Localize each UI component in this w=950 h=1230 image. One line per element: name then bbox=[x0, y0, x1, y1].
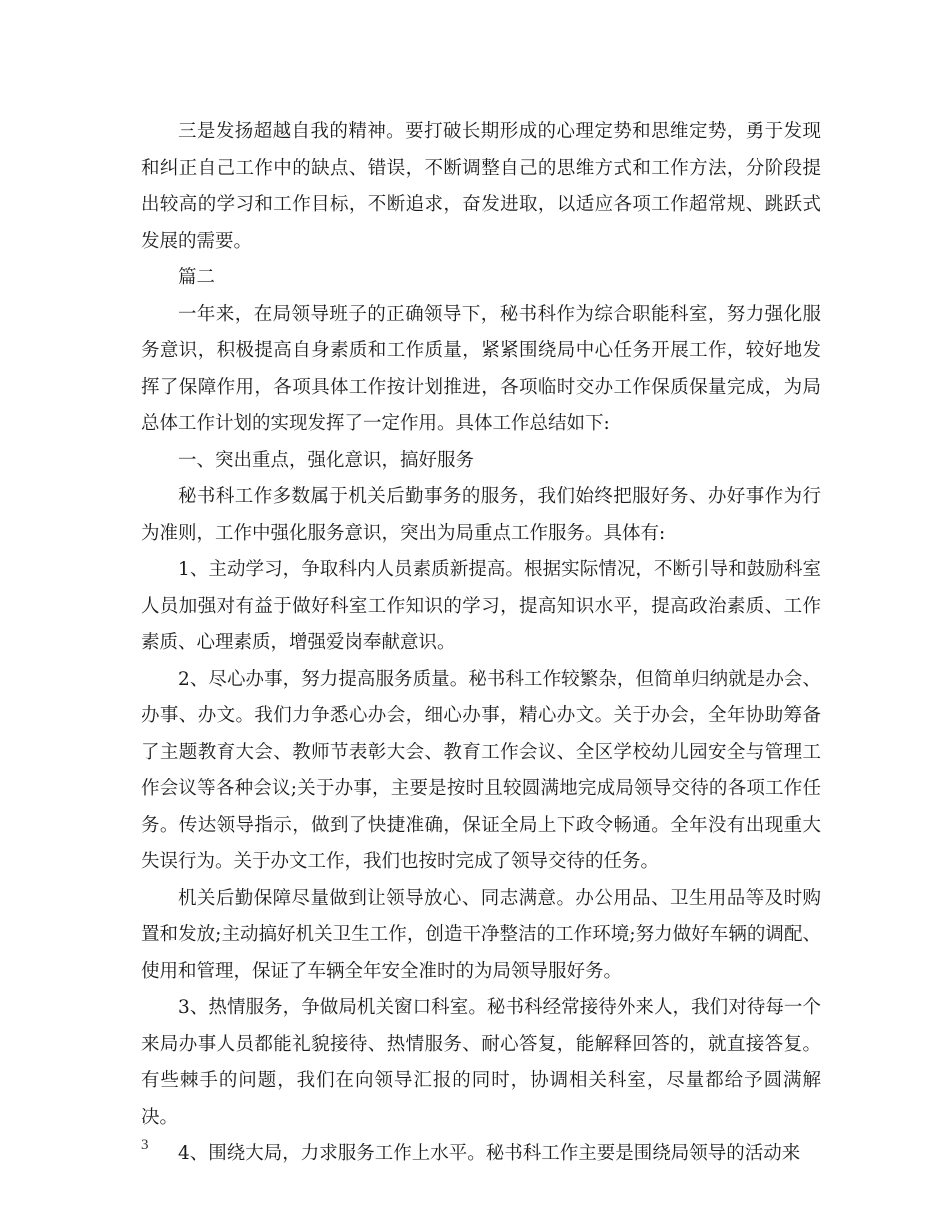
paragraph-service-principle: 秘书科工作多数属于机关后勤事务的服务，我们始终把服好务、办好事作为行为准则，工作中强化服务意识，突出为局重点工作服务。具体有: bbox=[141, 486, 821, 544]
paragraph-item-3-service: 3、热情服务，争做局机关窗口科室。秘书科经常接待外来人，我们对待每一个来局办事人员都能礼貌接待、热情服务、耐心答复，能解释回答的，就直接答复。有些棘手的问题，我们在向领导汇报的同时，协调相关科室，尽量都给予圆满解决。 bbox=[141, 997, 821, 1128]
paragraph-item-2-affairs: 2、尽心办事，努力提高服务质量。秘书科工作较繁杂，但简单归纳就是办会、办事、办文。我们力争悉心办会，细心办事，精心办文。关于办会，全年协助筹备了主题教育大会、教师节表彰大会、教育工作会议、全区学校幼儿园安全与管理工作会议等各种会议;关于办事，主要是按时且较圆满地完成局领导交待的各项工作任务。传达领导指示，做到了快捷准确，保证全局上下政令畅通。全年没有出现重大失误行为。关于办文工作，我们也按时完成了领导交待的任务。 bbox=[141, 668, 821, 872]
paragraph-item-1-learning: 1、主动学习，争取科内人员素质新提高。根据实际情况，不断引导和鼓励科室人员加强对有益于做好科室工作知识的学习，提高知识水平，提高政治素质、工作素质、心理素质，增强爱岗奉献意识。 bbox=[141, 559, 821, 653]
paragraph-logistics: 机关后勤保障尽量做到让领导放心、同志满意。办公用品、卫生用品等及时购置和发放;主动搞好机关卫生工作，创造干净整洁的工作环境;努力做好车辆的调配、使用和管理，保证了车辆全年安全准时的为局领导服好务。 bbox=[141, 887, 821, 982]
paragraph-self-transcendence: 三是发扬超越自我的精神。要打破长期形成的心理定势和思维定势，勇于发现和纠正自己工作中的缺点、错误，不断调整自己的思维方式和工作方法，分阶段提出较高的学习和工作目标，不断追求，奋发进取，以适应各项工作超常规、跳跃式发展的需要。 bbox=[141, 121, 821, 252]
document-body bbox=[141, 114, 821, 1173]
page-number: 3 bbox=[141, 1137, 149, 1153]
heading-highlight-focus: 一、突出重点，强化意识，搞好服务 bbox=[178, 449, 475, 471]
paragraph-year-overview: 一年来，在局领导班子的正确领导下，秘书科作为综合职能科室，努力强化服务意识，积极提高自身素质和工作质量，紧紧围绕局中心任务开展工作，较好地发挥了保障作用，各项具体工作按计划推进，各项临时交办工作保质保量完成，为局总体工作计划的实现发挥了一定作用。具体工作总结如下: bbox=[141, 303, 821, 434]
section-heading-part-two: 篇二 bbox=[178, 267, 216, 288]
paragraph-item-4-overall: 4、围绕大局，力求服务工作上水平。秘书科工作主要是围绕局领导的活动来 bbox=[178, 1143, 801, 1164]
